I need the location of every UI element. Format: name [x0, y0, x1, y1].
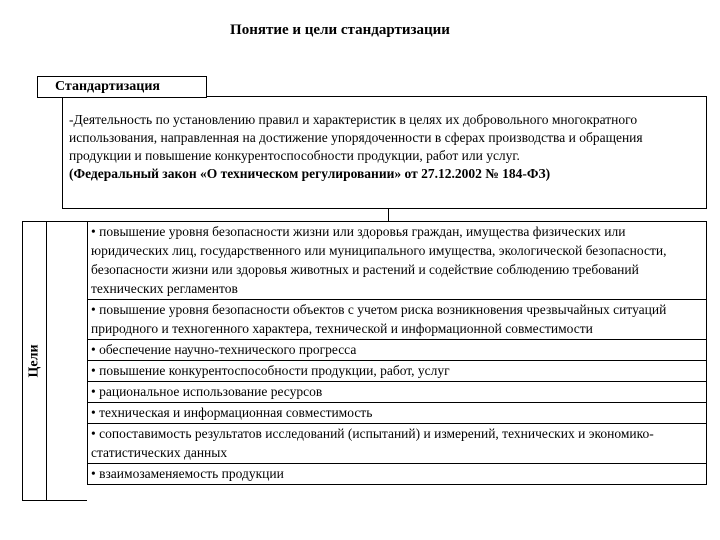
goal-item: • обеспечение научно-технического прогресса [87, 339, 707, 361]
goal-item: • сопоставимость результатов исследований (испытаний) и измерений, технических и экономико-статистических данных [87, 423, 707, 464]
goal-item: • взаимозаменяемость продукции [87, 463, 707, 485]
goal-item: • повышение конкурентоспособности продукции, работ, услуг [87, 360, 707, 382]
goal-item: • техническая и информационная совместимость [87, 402, 707, 424]
goal-item: • повышение уровня безопасности жизни или здоровья граждан, имущества физических или юридических лиц, государственного или муниципального имущества, экологической безопасности, безопасности жизни или здоровья животных и растений и содействие соблюдению требований технических регламентов [87, 221, 707, 300]
page-title: Понятие и цели стандартизации [230, 22, 450, 38]
definition-box [62, 96, 707, 209]
definition-law-reference: (Федеральный закон «О техническом регулировании» от 27.12.2002 № 184-ФЗ) [69, 166, 551, 181]
definition-text: -Деятельность по установлению правил и характеристик в целях их добровольного многократного использования, направленная на достижение упорядоченности в сферах производства и обращения продукции и повышение конкурентоспособности продукции, работ или услуг. [69, 112, 643, 163]
goals-bracket [47, 221, 87, 501]
goals-label [23, 221, 47, 501]
goals-label-text: Цели [27, 344, 42, 378]
goals-list [87, 221, 707, 485]
term-box: Стандартизация [37, 76, 207, 98]
goal-item: • рациональное использование ресурсов [87, 381, 707, 403]
connector-line [388, 209, 389, 221]
goal-item: • повышение уровня безопасности объектов с учетом риска возникновения чрезвычайных ситуаций природного и техногенного характера, технической и информационной совместимости [87, 299, 707, 340]
